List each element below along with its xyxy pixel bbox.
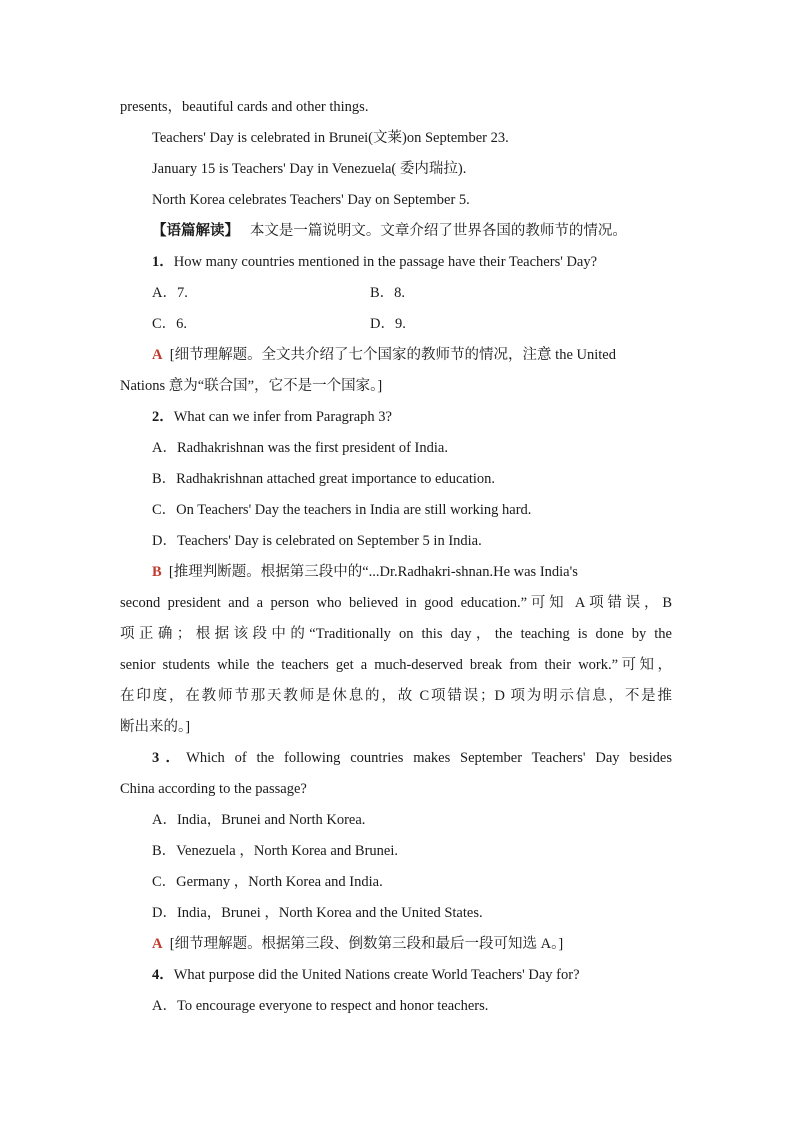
- explanation-line: [细节理解题。根据第三段、倒数第三段和最后一段可知选 A。]: [169, 936, 564, 952]
- option-c: C．6.: [152, 316, 188, 332]
- options-row: [120, 278, 672, 309]
- question-number: 3: [152, 750, 160, 766]
- explanation-line: 断出来的。]: [120, 719, 191, 735]
- passage-line: North Korea celebrates Teachers' Day on September 5.: [152, 192, 470, 208]
- explanation-line: Nations 意为“联合国”，它不是一个国家。]: [120, 378, 383, 394]
- answer-letter: A: [152, 936, 163, 952]
- answer-letter: B: [152, 564, 162, 580]
- option-c: C．On Teachers' Day the teachers in India are still working hard.: [152, 502, 532, 518]
- answer-explanation: [120, 929, 672, 960]
- explanation-line: 在印度，在教师节那天教师是休息的，故 C项错误；D 项为明示信息，不是推: [120, 688, 672, 704]
- explanation-line: [细节理解题。全文共介绍了七个国家的教师节的情况，注意 the United: [169, 347, 616, 363]
- option-d: D．9.: [370, 316, 406, 332]
- question-3: 3．Which of the following countries makes September Teachers' Day besides: [152, 750, 672, 766]
- options-row: [120, 309, 672, 340]
- option-d: D．India，Brunei ，North Korea and the United States.: [152, 905, 483, 921]
- question-4: 4．What purpose did the United Nations create World Teachers' Day for?: [152, 967, 580, 983]
- question-number: 4: [152, 967, 160, 983]
- option-d: D．Teachers' Day is celebrated on September 5 in India.: [152, 533, 482, 549]
- question-stem: Which of the following countries makes September Teachers' Day besides: [186, 750, 672, 766]
- option-a: A．To encourage everyone to respect and honor teachers.: [152, 998, 489, 1014]
- passage-analysis: [120, 216, 672, 247]
- option-a: A．Radhakrishnan was the first president of India.: [152, 440, 448, 456]
- passage-line: Teachers' Day is celebrated in Brunei(文莱)on September 23.: [152, 130, 509, 146]
- explanation-line: [推理判断题。根据第三段中的“...Dr.Radhakri-shnan.He was India's: [168, 564, 578, 580]
- option-b: B．Venezuela ，North Korea and Brunei.: [152, 843, 399, 859]
- option-b: B．Radhakrishnan attached great importance to education.: [152, 471, 496, 487]
- document-page: [120, 92, 672, 1022]
- question-2: 2．What can we infer from Paragraph 3?: [152, 409, 392, 425]
- option-a: A．India，Brunei and North Korea.: [152, 812, 366, 828]
- answer-explanation: [120, 557, 672, 588]
- option-a: A．7.: [152, 285, 188, 301]
- question-stem: What purpose did the United Nations create World Teachers' Day for?: [173, 967, 580, 983]
- question-number: 2: [152, 409, 160, 425]
- explanation-line: second president and a person who believed in good education.”可知 A项错误，B: [120, 595, 672, 611]
- question-stem: What can we infer from Paragraph 3?: [173, 409, 392, 425]
- explanation-line: senior students while the teachers get a much-deserved break from their work.”可知，: [120, 657, 672, 673]
- question-1: 1．How many countries mentioned in the passage have their Teachers' Day?: [152, 254, 598, 270]
- answer-explanation: [120, 340, 672, 371]
- question-stem: How many countries mentioned in the passage have their Teachers' Day?: [173, 254, 598, 270]
- analysis-label: 【语篇解读】: [152, 223, 239, 239]
- option-c: C．Germany ，North Korea and India.: [152, 874, 383, 890]
- answer-letter: A: [152, 347, 163, 363]
- question-number: 1: [152, 254, 160, 270]
- passage-line: January 15 is Teachers' Day in Venezuela( 委内瑞拉).: [152, 161, 467, 177]
- option-b: B．8.: [370, 285, 406, 301]
- question-stem-cont: China according to the passage?: [120, 781, 307, 797]
- passage-line: presents，beautiful cards and other things.: [120, 99, 369, 115]
- analysis-text: 本文是一篇说明文。文章介绍了世界各国的教师节的情况。: [249, 223, 627, 239]
- explanation-line: 项正确；根据该段中的“Traditionally on this day，the teaching is done by the: [120, 626, 672, 642]
